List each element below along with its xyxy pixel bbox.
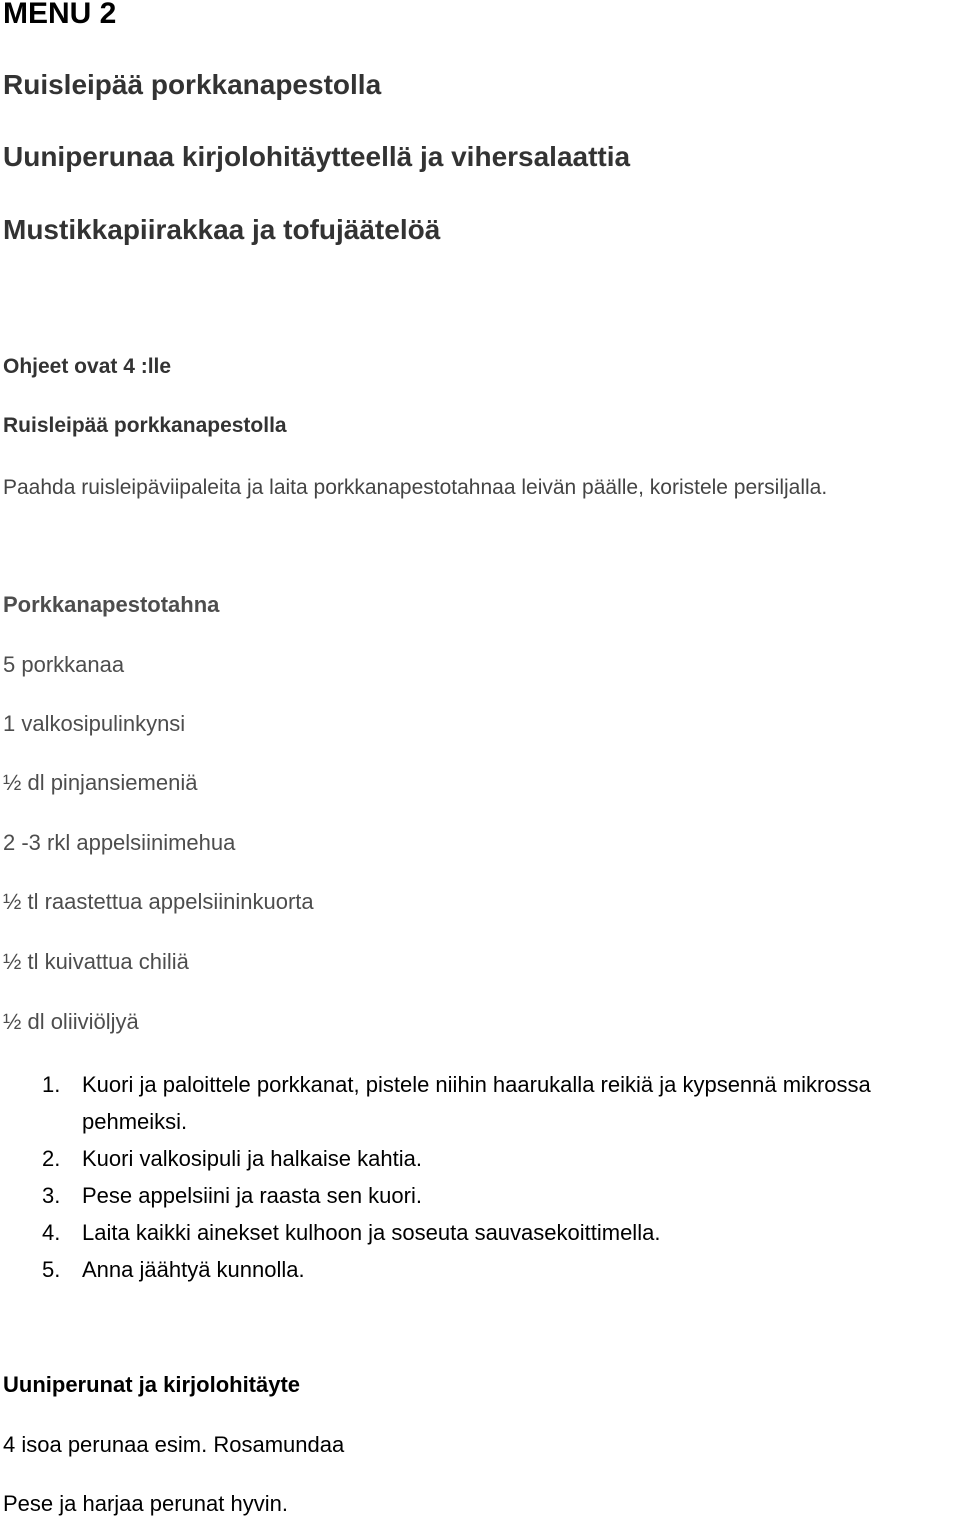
step-number: 3.	[42, 1183, 61, 1208]
servings-note: Ohjeet ovat 4 :lle	[3, 355, 172, 378]
step-text: Anna jäähtyä kunnolla.	[82, 1257, 305, 1282]
course-title-2: Uuniperunaa kirjolohitäytteellä ja vihersalaattia	[3, 141, 631, 172]
ingredient-item: ½ dl oliiviöljyä	[3, 1009, 139, 1034]
step-text: Pese appelsiini ja raasta sen kuori.	[82, 1183, 422, 1208]
step-text: Laita kaikki ainekset kulhoon ja soseuta sauvasekoittimella.	[82, 1220, 661, 1245]
recipe-instruction-rye-bread: Paahda ruisleipäviipaleita ja laita porkkanapestotahnaa leivän päälle, koristele persiljalla.	[3, 476, 828, 499]
step-item	[0, 1177, 952, 1214]
ingredient-item: 2 -3 rkl appelsiinimehua	[3, 830, 236, 855]
step-item	[0, 1066, 952, 1140]
step-item	[0, 1140, 952, 1177]
menu-title: MENU 2	[3, 0, 117, 30]
step-number: 2.	[42, 1146, 61, 1171]
recipe-line: 4 isoa perunaa esim. Rosamundaa	[3, 1432, 345, 1457]
ingredient-item: 5 porkkanaa	[3, 652, 125, 677]
ingredient-item: ½ dl pinjansiemeniä	[3, 770, 198, 795]
ingredient-list-title: Porkkanapestotahna	[3, 592, 220, 617]
step-text: Kuori valkosipuli ja halkaise kahtia.	[82, 1146, 422, 1171]
ingredient-item: 1 valkosipulinkynsi	[3, 711, 186, 736]
preparation-steps	[0, 1066, 960, 1288]
recipe-line: Pese ja harjaa perunat hyvin.	[3, 1491, 288, 1516]
step-number: 5.	[42, 1257, 61, 1282]
step-item	[0, 1251, 952, 1288]
step-text: Kuori ja paloittele porkkanat, pistele niihin haarukalla reikiä ja kypsennä mikrossa pehmeiksi.	[82, 1072, 871, 1134]
step-number: 1.	[42, 1072, 61, 1097]
recipe-title-rye-bread: Ruisleipää porkkanapestolla	[3, 414, 287, 437]
step-item	[0, 1214, 952, 1251]
step-number: 4.	[42, 1220, 61, 1245]
course-title-1: Ruisleipää porkkanapestolla	[3, 69, 382, 100]
recipe-title-potatoes: Uuniperunat ja kirjolohitäyte	[3, 1372, 301, 1397]
ingredient-item: ½ tl kuivattua chiliä	[3, 949, 189, 974]
ingredient-item: ½ tl raastettua appelsiininkuorta	[3, 889, 314, 914]
course-title-3: Mustikkapiirakkaa ja tofujäätelöä	[3, 214, 441, 245]
